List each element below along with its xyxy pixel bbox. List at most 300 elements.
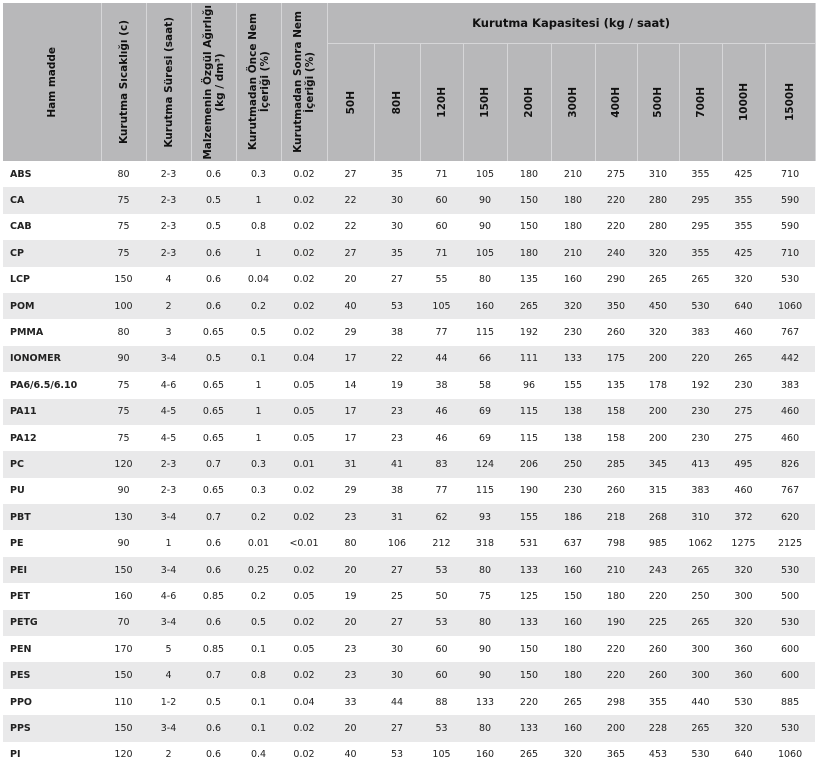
table-row <box>3 425 815 451</box>
moisture-before-cell: 0.25 <box>236 557 281 583</box>
moisture-before-cell: 0.3 <box>236 451 281 477</box>
moisture-after-cell: 0.05 <box>281 372 327 398</box>
capacity-cell: 230 <box>679 399 722 425</box>
capacity-cell: 80 <box>327 530 374 556</box>
header-material: Ham madde <box>3 3 101 161</box>
table-row <box>3 478 815 504</box>
capacity-cell: 530 <box>679 293 722 319</box>
drying-time-cell: 2 <box>146 742 191 768</box>
capacity-cell: 220 <box>679 346 722 372</box>
material-name-cell: IONOMER <box>3 346 101 372</box>
capacity-cell: 180 <box>595 583 637 609</box>
drying-time-cell: 3 <box>146 319 191 345</box>
material-name-cell: PA12 <box>3 425 101 451</box>
capacity-cell: 27 <box>374 715 420 741</box>
capacity-cell: 160 <box>551 267 595 293</box>
capacity-cell: 885 <box>765 689 815 715</box>
material-name-cell: PE <box>3 530 101 556</box>
drying-temperature-cell: 120 <box>101 451 146 477</box>
capacity-cell: 62 <box>420 504 463 530</box>
capacity-cell: 265 <box>679 715 722 741</box>
capacity-cell: 590 <box>765 214 815 240</box>
capacity-cell: 295 <box>679 187 722 213</box>
capacity-cell: 115 <box>507 425 551 451</box>
drying-temperature-cell: 75 <box>101 187 146 213</box>
capacity-cell: 30 <box>374 636 420 662</box>
capacity-cell: 218 <box>595 504 637 530</box>
capacity-cell: 30 <box>374 662 420 688</box>
capacity-cell: 355 <box>637 689 679 715</box>
capacity-cell: 150 <box>507 662 551 688</box>
capacity-cell: 19 <box>374 372 420 398</box>
capacity-cell: 460 <box>765 399 815 425</box>
capacity-cell: 19 <box>327 583 374 609</box>
capacity-cell: 300 <box>679 662 722 688</box>
table-row <box>3 267 815 293</box>
material-name-cell: PC <box>3 451 101 477</box>
moisture-before-cell: 0.5 <box>236 319 281 345</box>
capacity-cell: 320 <box>551 742 595 768</box>
moisture-before-cell: 0.04 <box>236 267 281 293</box>
capacity-cell: 133 <box>463 689 507 715</box>
capacity-cell: 206 <box>507 451 551 477</box>
moisture-before-cell: 1 <box>236 240 281 266</box>
capacity-cell: 180 <box>507 161 551 187</box>
table-row <box>3 742 815 768</box>
specific-weight-cell: 0.6 <box>191 610 236 636</box>
capacity-cell: 230 <box>551 478 595 504</box>
table-row <box>3 530 815 556</box>
capacity-cell: 1060 <box>765 293 815 319</box>
drying-time-cell: 3-4 <box>146 557 191 583</box>
capacity-cell: 265 <box>637 267 679 293</box>
capacity-cell: 20 <box>327 557 374 583</box>
capacity-cell: 178 <box>637 372 679 398</box>
drying-capacity-table <box>3 3 816 768</box>
specific-weight-cell: 0.6 <box>191 240 236 266</box>
table-row <box>3 399 815 425</box>
capacity-cell: 530 <box>765 557 815 583</box>
moisture-before-cell: 0.8 <box>236 214 281 240</box>
drying-temperature-cell: 75 <box>101 425 146 451</box>
capacity-cell: 150 <box>507 187 551 213</box>
capacity-cell: 180 <box>551 636 595 662</box>
capacity-cell: 200 <box>595 715 637 741</box>
specific-weight-cell: 0.65 <box>191 425 236 451</box>
moisture-before-cell: 0.01 <box>236 530 281 556</box>
capacity-cell: 22 <box>327 187 374 213</box>
header-specific-weight: Malzemenin Özgül Ağırlığı (kg / dm³) <box>191 3 236 161</box>
moisture-before-cell: 0.2 <box>236 293 281 319</box>
drying-time-cell: 2-3 <box>146 214 191 240</box>
capacity-cell: 44 <box>374 689 420 715</box>
capacity-cell: 265 <box>679 610 722 636</box>
capacity-cell: 158 <box>595 399 637 425</box>
drying-time-cell: 2-3 <box>146 240 191 266</box>
moisture-before-cell: 0.2 <box>236 583 281 609</box>
capacity-cell: 71 <box>420 161 463 187</box>
material-name-cell: PET <box>3 583 101 609</box>
moisture-before-cell: 0.1 <box>236 689 281 715</box>
capacity-cell: 320 <box>722 557 765 583</box>
drying-time-cell: 4 <box>146 662 191 688</box>
capacity-cell: 31 <box>374 504 420 530</box>
table-row <box>3 715 815 741</box>
capacity-cell: 440 <box>679 689 722 715</box>
capacity-cell: 320 <box>637 319 679 345</box>
moisture-before-cell: 0.5 <box>236 610 281 636</box>
capacity-cell: 413 <box>679 451 722 477</box>
drying-temperature-cell: 80 <box>101 161 146 187</box>
capacity-cell: 23 <box>374 425 420 451</box>
capacity-cell: 360 <box>722 636 765 662</box>
capacity-cell: 105 <box>463 240 507 266</box>
table-row <box>3 583 815 609</box>
moisture-after-cell: 0.05 <box>281 636 327 662</box>
header-moisture-after: Kurutmadan Sonra Nem İçeriği (%) <box>281 3 327 161</box>
capacity-cell: 160 <box>551 557 595 583</box>
capacity-cell: 175 <box>595 346 637 372</box>
capacity-cell: 23 <box>374 399 420 425</box>
drying-temperature-cell: 70 <box>101 610 146 636</box>
drying-temperature-cell: 90 <box>101 478 146 504</box>
capacity-cell: 320 <box>637 240 679 266</box>
capacity-cell: 105 <box>420 742 463 768</box>
drying-time-cell: 2-3 <box>146 187 191 213</box>
capacity-cell: 55 <box>420 267 463 293</box>
capacity-cell: 160 <box>551 715 595 741</box>
drying-time-cell: 2-3 <box>146 478 191 504</box>
capacity-cell: 90 <box>463 636 507 662</box>
capacity-cell: 160 <box>463 293 507 319</box>
capacity-cell: 530 <box>765 610 815 636</box>
header-drying-capacity: Kurutma Kapasitesi (kg / saat) <box>327 3 815 44</box>
table-row <box>3 214 815 240</box>
capacity-cell: 220 <box>595 187 637 213</box>
drying-temperature-cell: 150 <box>101 662 146 688</box>
capacity-cell: 115 <box>507 399 551 425</box>
moisture-after-cell: 0.05 <box>281 425 327 451</box>
capacity-cell: 96 <box>507 372 551 398</box>
capacity-cell: 320 <box>722 715 765 741</box>
capacity-cell: 265 <box>679 267 722 293</box>
header-capacity: 500H <box>637 44 679 162</box>
capacity-cell: 200 <box>637 399 679 425</box>
capacity-cell: 23 <box>327 662 374 688</box>
capacity-cell: 115 <box>463 478 507 504</box>
capacity-cell: 265 <box>551 689 595 715</box>
moisture-before-cell: 0.3 <box>236 478 281 504</box>
capacity-cell: 75 <box>463 583 507 609</box>
capacity-cell: 190 <box>507 478 551 504</box>
capacity-cell: 180 <box>551 187 595 213</box>
specific-weight-cell: 0.7 <box>191 451 236 477</box>
capacity-cell: 280 <box>637 214 679 240</box>
moisture-after-cell: 0.02 <box>281 240 327 266</box>
capacity-cell: 710 <box>765 240 815 266</box>
capacity-cell: 71 <box>420 240 463 266</box>
drying-temperature-cell: 120 <box>101 742 146 768</box>
table-row <box>3 504 815 530</box>
capacity-cell: 310 <box>637 161 679 187</box>
capacity-cell: 66 <box>463 346 507 372</box>
table-row <box>3 319 815 345</box>
capacity-cell: 350 <box>595 293 637 319</box>
material-name-cell: CP <box>3 240 101 266</box>
capacity-cell: 260 <box>595 478 637 504</box>
moisture-after-cell: 0.02 <box>281 504 327 530</box>
capacity-cell: 295 <box>679 214 722 240</box>
capacity-cell: 200 <box>637 425 679 451</box>
moisture-after-cell: 0.02 <box>281 662 327 688</box>
specific-weight-cell: 0.5 <box>191 214 236 240</box>
capacity-cell: 27 <box>327 240 374 266</box>
capacity-cell: 345 <box>637 451 679 477</box>
capacity-cell: 355 <box>679 240 722 266</box>
capacity-cell: 985 <box>637 530 679 556</box>
capacity-cell: 150 <box>507 214 551 240</box>
capacity-cell: 20 <box>327 267 374 293</box>
capacity-cell: 60 <box>420 187 463 213</box>
capacity-cell: 69 <box>463 399 507 425</box>
capacity-cell: 23 <box>327 504 374 530</box>
capacity-cell: 133 <box>507 610 551 636</box>
specific-weight-cell: 0.6 <box>191 742 236 768</box>
specific-weight-cell: 0.6 <box>191 267 236 293</box>
drying-temperature-cell: 110 <box>101 689 146 715</box>
capacity-cell: 69 <box>463 425 507 451</box>
material-name-cell: PMMA <box>3 319 101 345</box>
capacity-cell: 210 <box>595 557 637 583</box>
capacity-cell: 600 <box>765 662 815 688</box>
specific-weight-cell: 0.7 <box>191 504 236 530</box>
capacity-cell: 250 <box>679 583 722 609</box>
capacity-cell: 53 <box>374 293 420 319</box>
capacity-cell: 29 <box>327 478 374 504</box>
specific-weight-cell: 0.5 <box>191 187 236 213</box>
capacity-cell: 50 <box>420 583 463 609</box>
capacity-cell: 230 <box>722 372 765 398</box>
capacity-cell: 80 <box>463 610 507 636</box>
table-row <box>3 161 815 187</box>
table-row <box>3 662 815 688</box>
drying-time-cell: 4-6 <box>146 372 191 398</box>
specific-weight-cell: 0.7 <box>191 662 236 688</box>
capacity-cell: 53 <box>420 557 463 583</box>
capacity-cell: 300 <box>679 636 722 662</box>
capacity-cell: 192 <box>679 372 722 398</box>
capacity-cell: 590 <box>765 187 815 213</box>
capacity-cell: 124 <box>463 451 507 477</box>
capacity-cell: 46 <box>420 425 463 451</box>
moisture-before-cell: 0.3 <box>236 161 281 187</box>
header-drying-temperature: Kurutma Sıcaklığı (c) <box>101 3 146 161</box>
capacity-cell: 220 <box>595 214 637 240</box>
capacity-cell: 620 <box>765 504 815 530</box>
drying-time-cell: 2 <box>146 293 191 319</box>
capacity-cell: 372 <box>722 504 765 530</box>
capacity-cell: 1062 <box>679 530 722 556</box>
capacity-cell: 318 <box>463 530 507 556</box>
material-name-cell: PU <box>3 478 101 504</box>
specific-weight-cell: 0.6 <box>191 161 236 187</box>
capacity-cell: 275 <box>595 161 637 187</box>
capacity-cell: 383 <box>679 478 722 504</box>
table-row <box>3 636 815 662</box>
moisture-before-cell: 0.1 <box>236 715 281 741</box>
capacity-cell: 250 <box>551 451 595 477</box>
capacity-cell: 38 <box>420 372 463 398</box>
moisture-before-cell: 0.1 <box>236 636 281 662</box>
drying-time-cell: 2-3 <box>146 161 191 187</box>
capacity-cell: 640 <box>722 293 765 319</box>
capacity-cell: 155 <box>551 372 595 398</box>
capacity-cell: 40 <box>327 742 374 768</box>
table-row <box>3 610 815 636</box>
capacity-cell: 150 <box>551 583 595 609</box>
moisture-after-cell: 0.02 <box>281 319 327 345</box>
capacity-cell: 260 <box>637 636 679 662</box>
drying-time-cell: 4 <box>146 267 191 293</box>
capacity-cell: 1060 <box>765 742 815 768</box>
specific-weight-cell: 0.5 <box>191 346 236 372</box>
capacity-cell: 190 <box>595 610 637 636</box>
header-capacity: 50H <box>327 44 374 162</box>
specific-weight-cell: 0.65 <box>191 478 236 504</box>
capacity-cell: 90 <box>463 187 507 213</box>
material-name-cell: PPO <box>3 689 101 715</box>
capacity-cell: 31 <box>327 451 374 477</box>
capacity-cell: 225 <box>637 610 679 636</box>
capacity-cell: 265 <box>507 742 551 768</box>
drying-time-cell: 4-5 <box>146 425 191 451</box>
moisture-after-cell: 0.02 <box>281 267 327 293</box>
table-row <box>3 293 815 319</box>
specific-weight-cell: 0.6 <box>191 530 236 556</box>
capacity-cell: 600 <box>765 636 815 662</box>
capacity-cell: 210 <box>551 240 595 266</box>
header-capacity: 700H <box>679 44 722 162</box>
capacity-cell: 150 <box>507 636 551 662</box>
capacity-cell: 158 <box>595 425 637 451</box>
moisture-before-cell: 1 <box>236 187 281 213</box>
capacity-cell: 640 <box>722 742 765 768</box>
material-name-cell: POM <box>3 293 101 319</box>
capacity-cell: 710 <box>765 161 815 187</box>
capacity-cell: 220 <box>637 583 679 609</box>
capacity-cell: 637 <box>551 530 595 556</box>
moisture-after-cell: 0.04 <box>281 346 327 372</box>
material-name-cell: PES <box>3 662 101 688</box>
capacity-cell: 160 <box>551 610 595 636</box>
capacity-cell: 83 <box>420 451 463 477</box>
capacity-cell: 22 <box>327 214 374 240</box>
capacity-cell: 275 <box>722 425 765 451</box>
drying-time-cell: 3-4 <box>146 504 191 530</box>
capacity-cell: 23 <box>327 636 374 662</box>
moisture-after-cell: 0.02 <box>281 187 327 213</box>
moisture-after-cell: 0.02 <box>281 557 327 583</box>
material-name-cell: LCP <box>3 267 101 293</box>
capacity-cell: 25 <box>374 583 420 609</box>
drying-time-cell: 4-5 <box>146 399 191 425</box>
capacity-cell: 17 <box>327 346 374 372</box>
capacity-cell: 200 <box>637 346 679 372</box>
capacity-cell: 212 <box>420 530 463 556</box>
header-moisture-before: Kurutmadan Önce Nem İçeriği (%) <box>236 3 281 161</box>
header-drying-time: Kurutma Süresi (saat) <box>146 3 191 161</box>
capacity-cell: 29 <box>327 319 374 345</box>
moisture-before-cell: 1 <box>236 372 281 398</box>
capacity-cell: 58 <box>463 372 507 398</box>
drying-temperature-cell: 90 <box>101 346 146 372</box>
capacity-cell: 192 <box>507 319 551 345</box>
capacity-cell: 80 <box>463 715 507 741</box>
table-row <box>3 346 815 372</box>
drying-temperature-cell: 75 <box>101 214 146 240</box>
capacity-cell: 767 <box>765 478 815 504</box>
capacity-cell: 425 <box>722 240 765 266</box>
capacity-cell: 105 <box>463 161 507 187</box>
capacity-cell: 17 <box>327 399 374 425</box>
capacity-cell: 2125 <box>765 530 815 556</box>
drying-time-cell: 3-4 <box>146 610 191 636</box>
capacity-cell: 155 <box>507 504 551 530</box>
capacity-cell: 442 <box>765 346 815 372</box>
capacity-cell: 355 <box>722 187 765 213</box>
moisture-after-cell: 0.02 <box>281 715 327 741</box>
capacity-cell: 460 <box>765 425 815 451</box>
capacity-cell: 220 <box>595 662 637 688</box>
moisture-after-cell: 0.02 <box>281 610 327 636</box>
specific-weight-cell: 0.65 <box>191 372 236 398</box>
capacity-cell: 355 <box>679 161 722 187</box>
drying-temperature-cell: 150 <box>101 557 146 583</box>
table-row <box>3 240 815 266</box>
capacity-cell: 460 <box>722 478 765 504</box>
capacity-cell: 53 <box>374 742 420 768</box>
capacity-cell: 300 <box>722 583 765 609</box>
capacity-cell: 826 <box>765 451 815 477</box>
capacity-cell: 90 <box>463 214 507 240</box>
capacity-cell: 80 <box>463 267 507 293</box>
moisture-after-cell: 0.02 <box>281 478 327 504</box>
capacity-cell: 33 <box>327 689 374 715</box>
material-name-cell: CAB <box>3 214 101 240</box>
material-name-cell: PPS <box>3 715 101 741</box>
table-row <box>3 187 815 213</box>
table-row <box>3 451 815 477</box>
capacity-cell: 280 <box>637 187 679 213</box>
capacity-cell: 360 <box>722 662 765 688</box>
capacity-cell: 93 <box>463 504 507 530</box>
moisture-before-cell: 0.2 <box>236 504 281 530</box>
capacity-cell: 105 <box>420 293 463 319</box>
moisture-before-cell: 1 <box>236 399 281 425</box>
capacity-cell: 355 <box>722 214 765 240</box>
capacity-cell: 265 <box>722 346 765 372</box>
header-capacity: 300H <box>551 44 595 162</box>
capacity-cell: 767 <box>765 319 815 345</box>
header-capacity: 200H <box>507 44 551 162</box>
drying-temperature-cell: 75 <box>101 372 146 398</box>
moisture-after-cell: 0.02 <box>281 214 327 240</box>
capacity-cell: 38 <box>374 478 420 504</box>
material-name-cell: PA6/6.5/6.10 <box>3 372 101 398</box>
capacity-cell: 285 <box>595 451 637 477</box>
drying-temperature-cell: 75 <box>101 399 146 425</box>
capacity-cell: 135 <box>595 372 637 398</box>
